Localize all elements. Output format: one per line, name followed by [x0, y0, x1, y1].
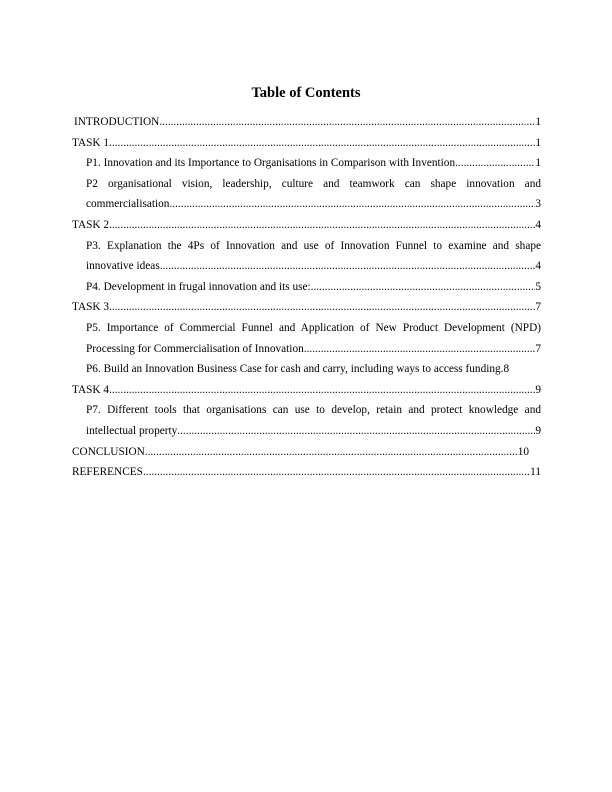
toc-entry-p3[interactable] — [72, 236, 541, 277]
toc-entry-text: P1. Innovation and its Importance to Organisations in Comparison with Invention — [86, 157, 456, 170]
toc-page-number: 4 — [535, 218, 541, 231]
toc-entry-second-line — [86, 256, 541, 277]
toc-entry-text: TASK 3 — [72, 301, 110, 314]
toc-entry-p4[interactable] — [72, 277, 541, 298]
toc-entry-text: P4. Development in frugal innovation and its use: — [86, 280, 311, 293]
toc-entry-task-1[interactable] — [72, 133, 541, 154]
toc-entry-p1[interactable] — [72, 153, 541, 174]
toc-entry-p6[interactable] — [72, 359, 541, 380]
dot-leader — [109, 297, 535, 318]
toc-entry-task-4[interactable] — [72, 380, 541, 401]
toc-entry-text: TASK 1 — [72, 136, 110, 149]
toc-page-number: 9 — [535, 383, 541, 396]
dot-leader — [311, 277, 536, 298]
toc-entry-first-line: P2 organisational vision, leadership, culture and teamwork can shape innovation and — [86, 177, 541, 190]
toc-entry-text: intellectual property — [86, 424, 178, 437]
toc-entry-task-2[interactable] — [72, 215, 541, 236]
table-of-contents — [72, 112, 541, 483]
toc-entry-references[interactable] — [72, 462, 541, 483]
toc-page-number: 7 — [535, 342, 541, 355]
toc-entry-text: TASK 2 — [72, 218, 110, 231]
dot-leader — [109, 380, 535, 401]
dot-leader — [455, 153, 535, 174]
toc-title: Table of Contents — [251, 85, 361, 101]
toc-entry-text: P6. Build an Innovation Business Case for cash and carry, including ways to access funding. — [86, 363, 504, 376]
toc-entry-text: INTRODUCTION — [74, 116, 160, 128]
toc-entry-conclusion[interactable] — [72, 442, 541, 463]
dot-leader — [143, 462, 530, 483]
toc-page-number: 1 — [535, 136, 541, 149]
toc-page-number: 5 — [535, 280, 541, 293]
toc-entry-text: CONCLUSION — [72, 445, 145, 458]
toc-page-number: 1 — [535, 157, 541, 170]
toc-entry-introduction[interactable] — [72, 112, 541, 133]
toc-entry-text: REFERENCES — [72, 466, 143, 479]
toc-entry-first-line: P3. Explanation the 4Ps of Innovation and use of Innovation Funnel to examine and shape — [86, 239, 541, 252]
toc-entry-first-line: P7. Different tools that organisations can use to develop, retain and protect knowledge and — [86, 404, 541, 417]
toc-entry-second-line — [86, 421, 541, 442]
toc-page-number: 11 — [530, 466, 541, 479]
dot-leader — [159, 112, 535, 133]
toc-entry-p2[interactable] — [72, 174, 541, 215]
toc-page-number: 9 — [535, 424, 541, 437]
dot-leader — [304, 339, 536, 360]
toc-page-number: 8 — [503, 363, 510, 376]
toc-entry-first-line: P5. Importance of Commercial Funnel and Application of New Product Development (NPD) — [86, 321, 541, 334]
toc-page-number: 10 — [517, 445, 529, 458]
toc-entry-second-line — [86, 194, 541, 215]
dot-leader — [160, 256, 536, 277]
toc-entry-text: innovative ideas — [86, 260, 160, 273]
toc-page-number: 4 — [535, 260, 541, 273]
toc-entry-text: Processing for Commercialisation of Innovation — [86, 342, 304, 355]
dot-leader — [109, 133, 535, 154]
dot-leader — [145, 442, 518, 463]
toc-page-number: 7 — [535, 301, 541, 314]
toc-entry-text: commercialisation — [86, 198, 170, 211]
toc-page-number: 3 — [535, 198, 541, 211]
toc-entry-p5[interactable] — [72, 318, 541, 359]
dot-leader — [177, 421, 535, 442]
dot-leader — [109, 215, 535, 236]
toc-entry-text: TASK 4 — [72, 383, 110, 396]
toc-entry-task-3[interactable] — [72, 297, 541, 318]
toc-entry-second-line — [86, 339, 541, 360]
toc-entry-p7[interactable] — [72, 400, 541, 441]
dot-leader — [169, 194, 535, 215]
toc-page-number: 1 — [535, 116, 541, 128]
